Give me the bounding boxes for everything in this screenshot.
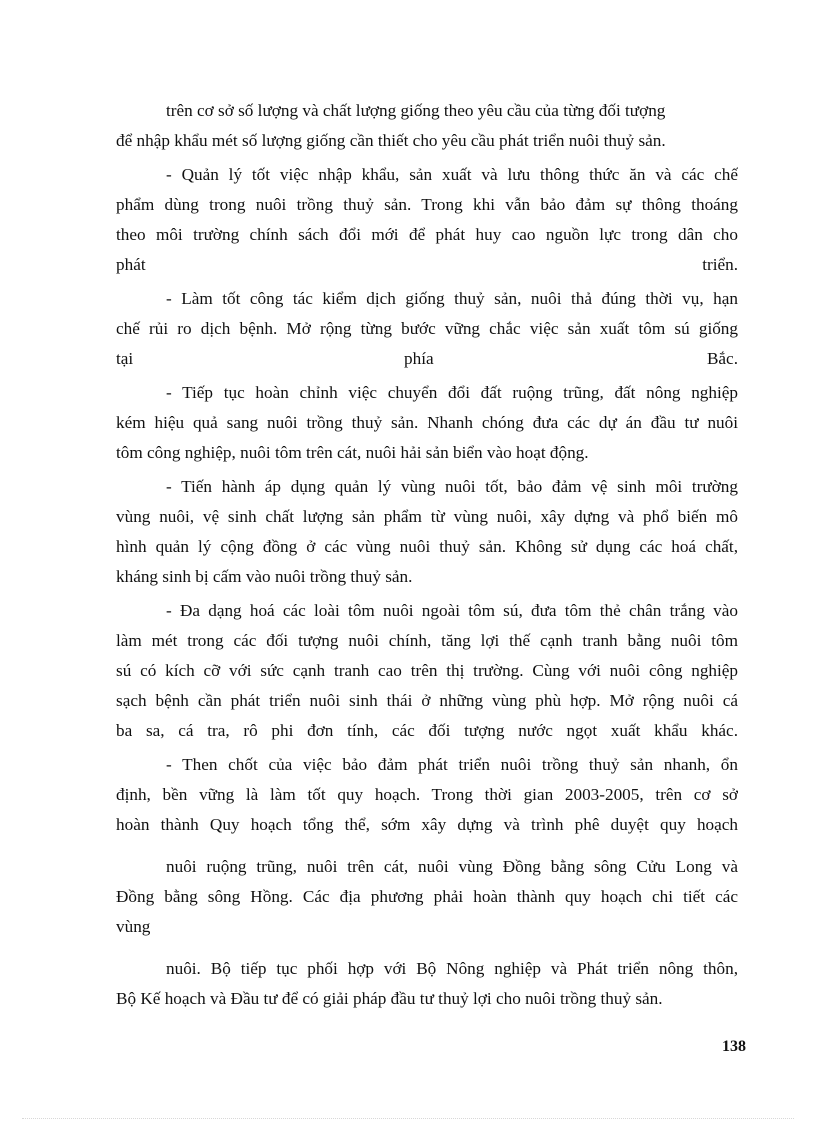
text-line: - Tiếp tục hoàn chỉnh việc chuyển đổi đất ruộng trũng, đất nông nghiệp xyxy=(166,383,738,402)
text-line: để nhập khẩu mét số lượng giống cần thiết cho yêu cầu phát triển nuôi thuỷ sản. xyxy=(116,131,666,150)
text-line: vùng xyxy=(116,917,151,936)
text-word: phát xyxy=(116,255,146,274)
page-number: 138 xyxy=(722,1038,746,1055)
text-word: tại xyxy=(116,349,134,368)
body-text xyxy=(116,96,738,1014)
text-line: sú có kích cỡ với sức cạnh tranh cao trên thị trường. Cùng với nuôi công nghiệp xyxy=(116,661,738,680)
text-line: ba sa, cá tra, rô phi đơn tính, các đối tượng nước ngọt xuất khẩu khác. xyxy=(116,721,738,740)
text-line: hình quản lý cộng đồng ở các vùng nuôi thuỷ sản. Không sử dụng các hoá chất, xyxy=(116,537,738,556)
text-line: - Tiến hành áp dụng quản lý vùng nuôi tốt, bảo đảm vệ sinh môi trường xyxy=(166,477,738,496)
text-line: Đồng bằng sông Hồng. Các địa phương phải hoàn thành quy hoạch chi tiết các xyxy=(116,887,738,906)
text-line: - Đa dạng hoá các loài tôm nuôi ngoài tôm sú, đưa tôm thẻ chân trắng vào xyxy=(166,601,738,620)
text-word: phía xyxy=(404,349,434,368)
footer-divider xyxy=(22,1118,794,1119)
text-line: - Làm tốt công tác kiểm dịch giống thuỷ sản, nuôi thả đúng thời vụ, hạn xyxy=(166,289,738,308)
text-line: tôm công nghiệp, nuôi tôm trên cát, nuôi hải sản biển vào hoạt động. xyxy=(116,443,589,462)
text-word: Bắc. xyxy=(706,349,738,368)
text-line: hoàn thành Quy hoạch tổng thể, sớm xây dựng và trình phê duyệt quy hoạch xyxy=(116,815,738,834)
text-line: vùng nuôi, vệ sinh chất lượng sản phẩm từ vùng nuôi, xây dựng và phổ biến mô xyxy=(116,507,738,526)
text-line: làm mét trong các đối tượng nuôi chính, tăng lợi thế cạnh tranh bằng nuôi tôm xyxy=(116,631,738,650)
text-line: - Then chốt của việc bảo đảm phát triển nuôi trồng thuỷ sản nhanh, ổn xyxy=(166,755,738,774)
text-line: phẩm dùng trong nuôi trồng thuỷ sản. Trong khi vẫn bảo đảm sự thông thoáng xyxy=(116,195,738,214)
text-line: nuôi ruộng trũng, nuôi trên cát, nuôi vùng Đồng bằng sông Cửu Long và xyxy=(166,857,738,876)
text-line: chế rủi ro dịch bệnh. Mở rộng từng bước vững chắc việc sản xuất tôm sú giống xyxy=(116,319,738,338)
text-line: - Quản lý tốt việc nhập khẩu, sản xuất và lưu thông thức ăn và các chế xyxy=(166,165,738,184)
text-line: Bộ Kế hoạch và Đầu tư để có giải pháp đầu tư thuỷ lợi cho nuôi trồng thuỷ sản. xyxy=(116,989,663,1008)
text-line xyxy=(116,344,738,374)
text-line: kháng sinh bị cấm vào nuôi trồng thuỷ sản. xyxy=(116,567,413,586)
text-line: sạch bệnh cần phát triển nuôi sinh thái ở những vùng phù hợp. Mở rộng nuôi cá xyxy=(116,691,738,710)
text-line: kém hiệu quả sang nuôi trồng thuỷ sản. Nhanh chóng đưa các dự án đầu tư nuôi xyxy=(116,413,738,432)
text-line: định, bền vững là làm tốt quy hoạch. Trong thời gian 2003-2005, trên cơ sở xyxy=(116,785,738,804)
text-line: theo môi trường chính sách đổi mới để phát huy cao nguồn lực trong dân cho xyxy=(116,225,738,244)
text-word: triển. xyxy=(702,255,738,274)
text-line xyxy=(116,250,738,280)
text-line: nuôi. Bộ tiếp tục phối hợp với Bộ Nông nghiệp và Phát triển nông thôn, xyxy=(166,959,738,978)
text-line: trên cơ sở số lượng và chất lượng giống theo yêu cầu của từng đối tượng xyxy=(166,101,666,120)
